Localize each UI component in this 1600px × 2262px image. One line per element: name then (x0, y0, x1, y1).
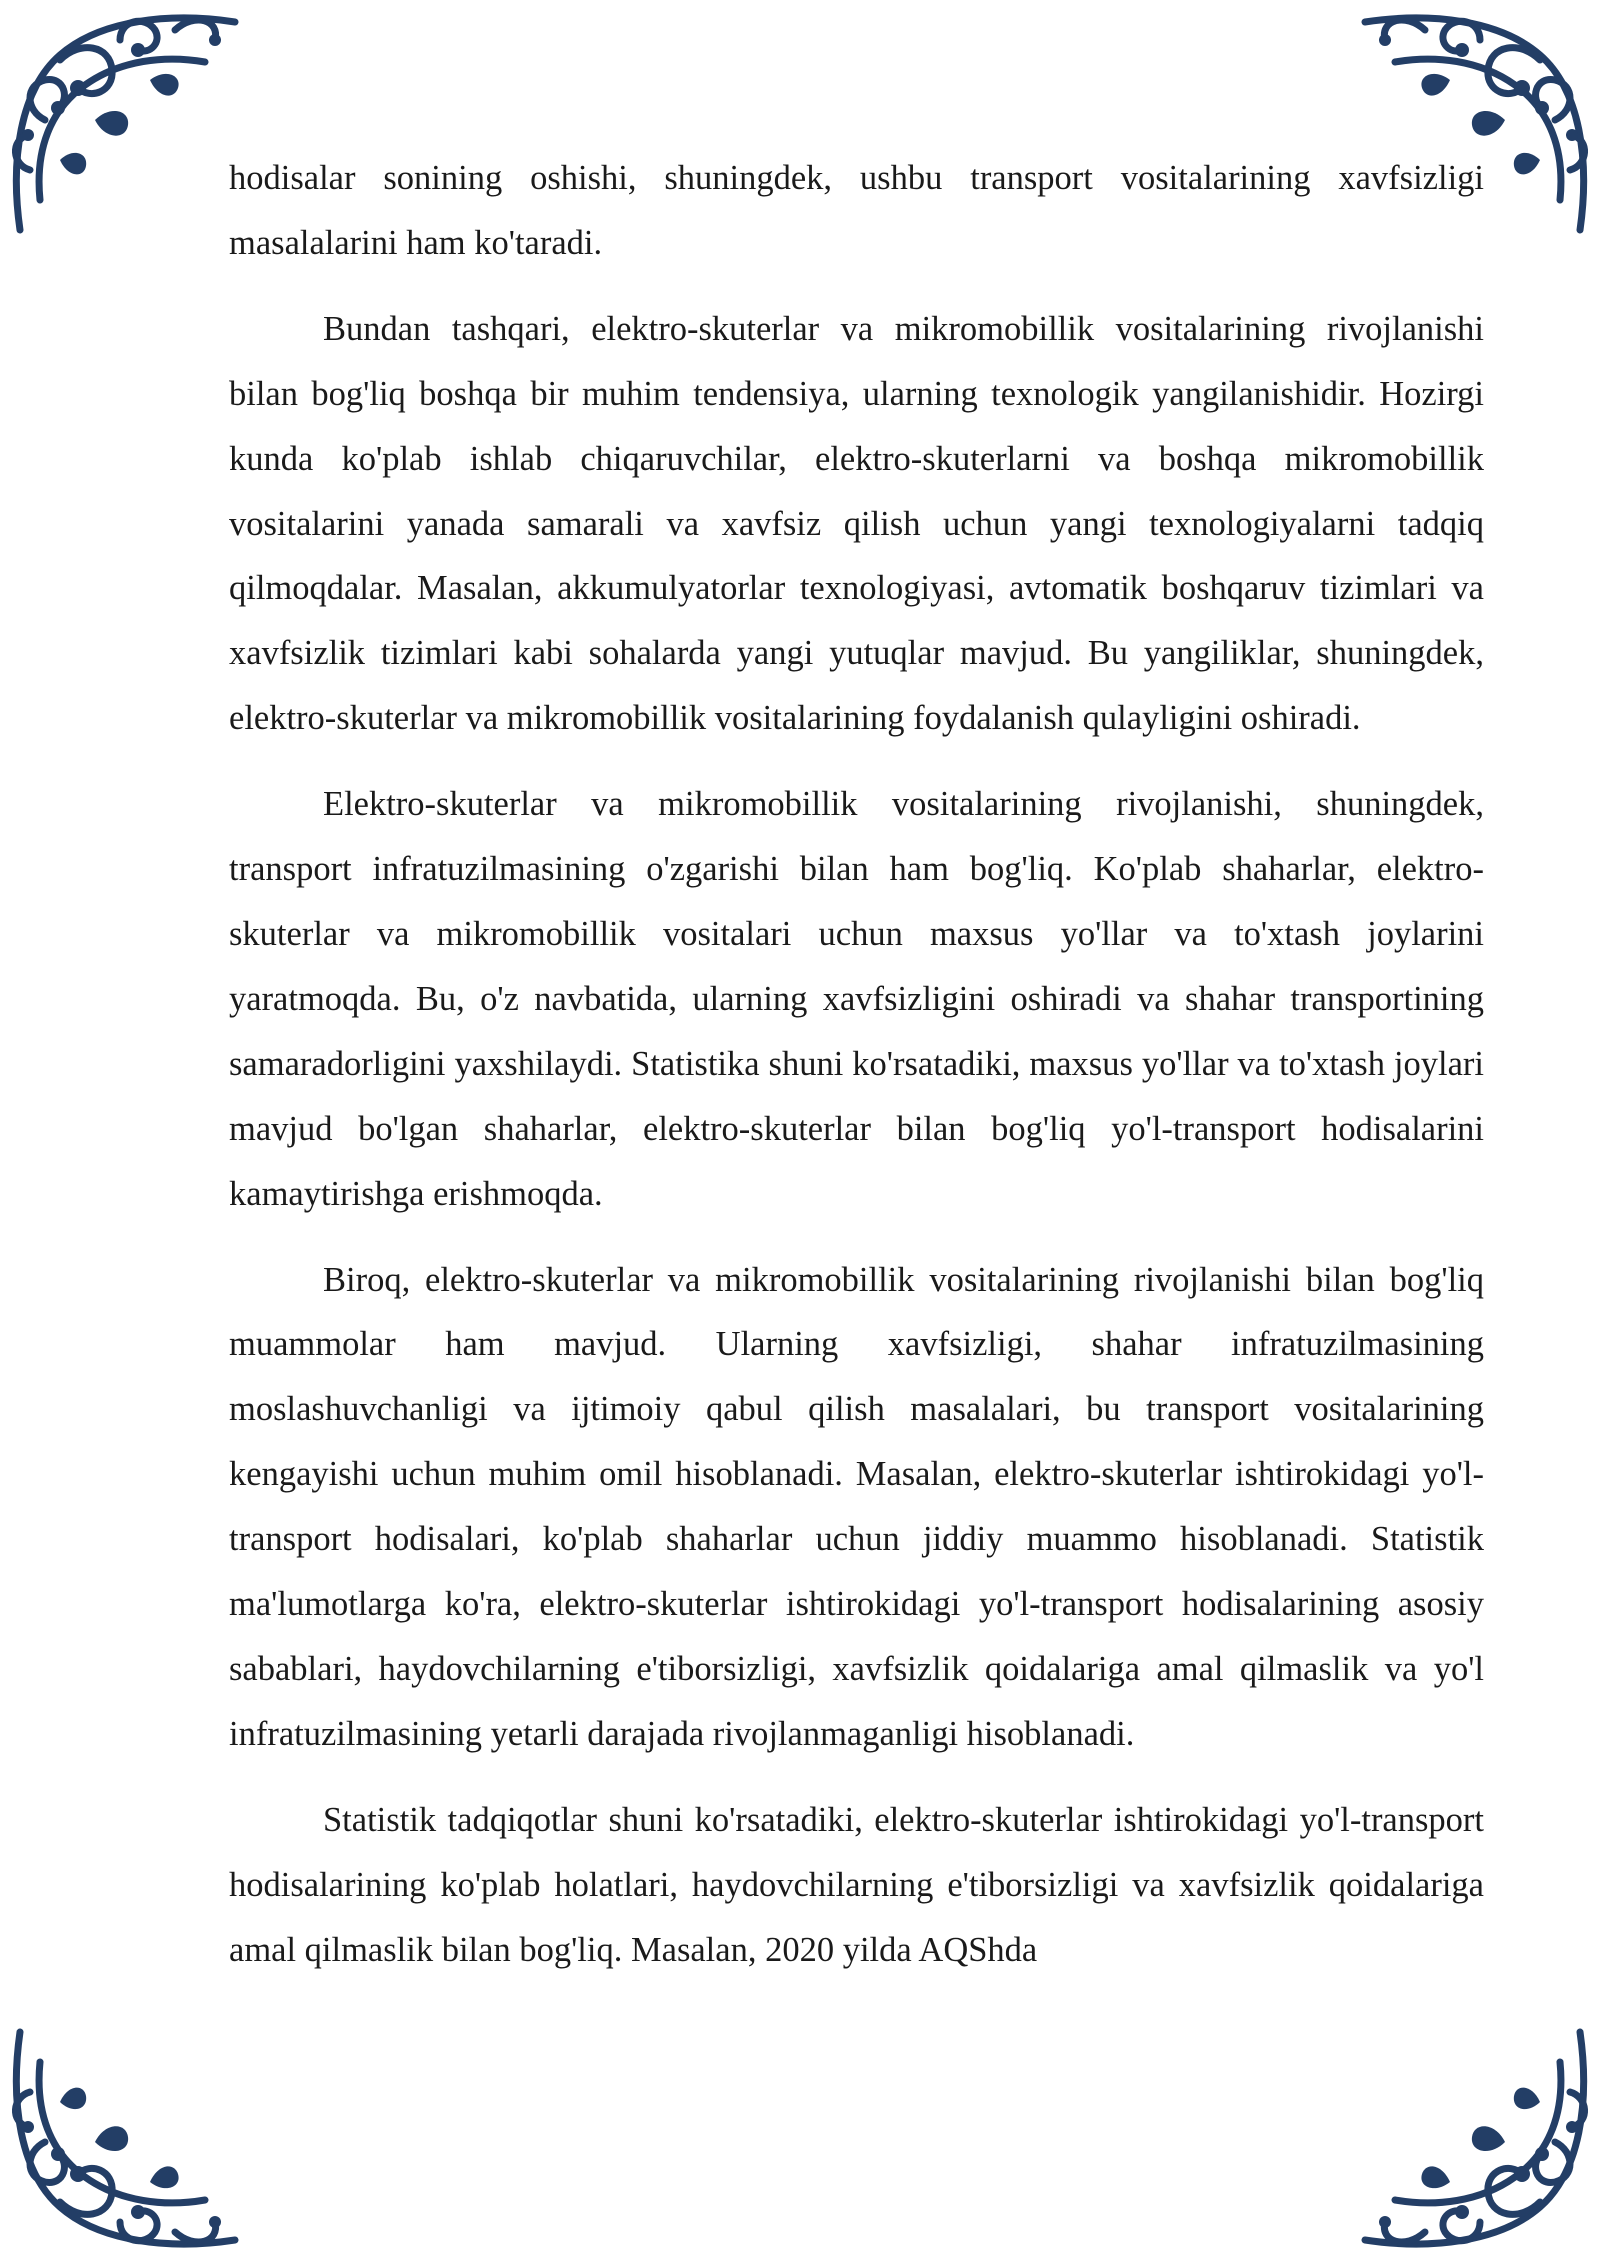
paragraph-continued: hodisalar sonining oshishi, shuningdek, ushbu transport vositalarining xavfsizligi masalalarini ham ko'taradi. (229, 159, 1484, 262)
paragraph-problems: Biroq, elektro-skuterlar va mikromobillik vositalarining rivojlanishi bilan bog'liq muammolar ham mavjud. Ularning xavfsizligi, shahar infratuzilmasining moslashuvchanligi va ijtimoiy qabul qilish masalalari, bu transport vositalarining kengayishi uchun muhim omil hisoblanadi. Masalan, elektro-skuterlar ishtirokidagi yo'l-transport hodisalari, ko'plab shaharlar uchun jiddiy muammo hisoblanadi. Statistik ma'lumotlarga ko'ra, elektro-skuterlar ishtirokidagi yo'l-transport hodisalarining asosiy sabablari, haydovchilarning e'tiborsizligi, xavfsizlik qoidalariga amal qilmaslik va yo'l infratuzilmasining yetarli darajada rivojlanmaganligi hisoblanadi. (229, 1260, 1484, 1753)
corner-ornament-bottom-right (1350, 2012, 1600, 2262)
corner-ornament-bottom-left (0, 2012, 250, 2262)
document-body (229, 146, 1484, 2003)
paragraph-technology-updates: Bundan tashqari, elektro-skuterlar va mikromobillik vositalarining rivojlanishi bilan bog'liq boshqa bir muhim tendensiya, ularning texnologik yangilanishidir. Hozirgi kunda ko'plab ishlab chiqaruvchilar, elektro-skuterlarni va boshqa mikromobillik vositalarini yanada samarali va xavfsiz qilish uchun yangi texnologiyalarni tadqiq qilmoqdalar. Masalan, akkumulyatorlar texnologiyasi, avtomatik boshqaruv tizimlari va xavfsizlik tizimlari kabi sohalarda yangi yutuqlar mavjud. Bu yangiliklar, shuningdek, elektro-skuterlar va mikromobillik vositalarining foydalanish qulayligini oshiradi. (229, 309, 1484, 738)
paragraph-infrastructure: Elektro-skuterlar va mikromobillik vositalarining rivojlanishi, shuningdek, transport infratuzilmasining o'zgarishi bilan ham bog'liq. Ko'plab shaharlar, elektro-skuterlar va mikromobillik vositalari uchun maxsus yo'llar va to'xtash joylarini yaratmoqda. Bu, o'z navbatida, ularning xavfsizligini oshiradi va shahar transportining samaradorligini yaxshilaydi. Statistika shuni ko'rsatadiki, maxsus yo'llar va to'xtash joylari mavjud bo'lgan shaharlar, elektro-skuterlar bilan bog'liq yo'l-transport hodisalarini kamaytirishga erishmoqda. (229, 785, 1484, 1213)
paragraph-statistics: Statistik tadqiqotlar shuni ko'rsatadiki, elektro-skuterlar ishtirokidagi yo'l-transport hodisalarining ko'plab holatlari, haydovchilarning e'tiborsizligi va xavfsizlik qoidalariga amal qilmaslik bilan bog'liq. Masalan, 2020 yilda AQShda (229, 1800, 1484, 1969)
corner-ornament-top-left (0, 0, 250, 250)
